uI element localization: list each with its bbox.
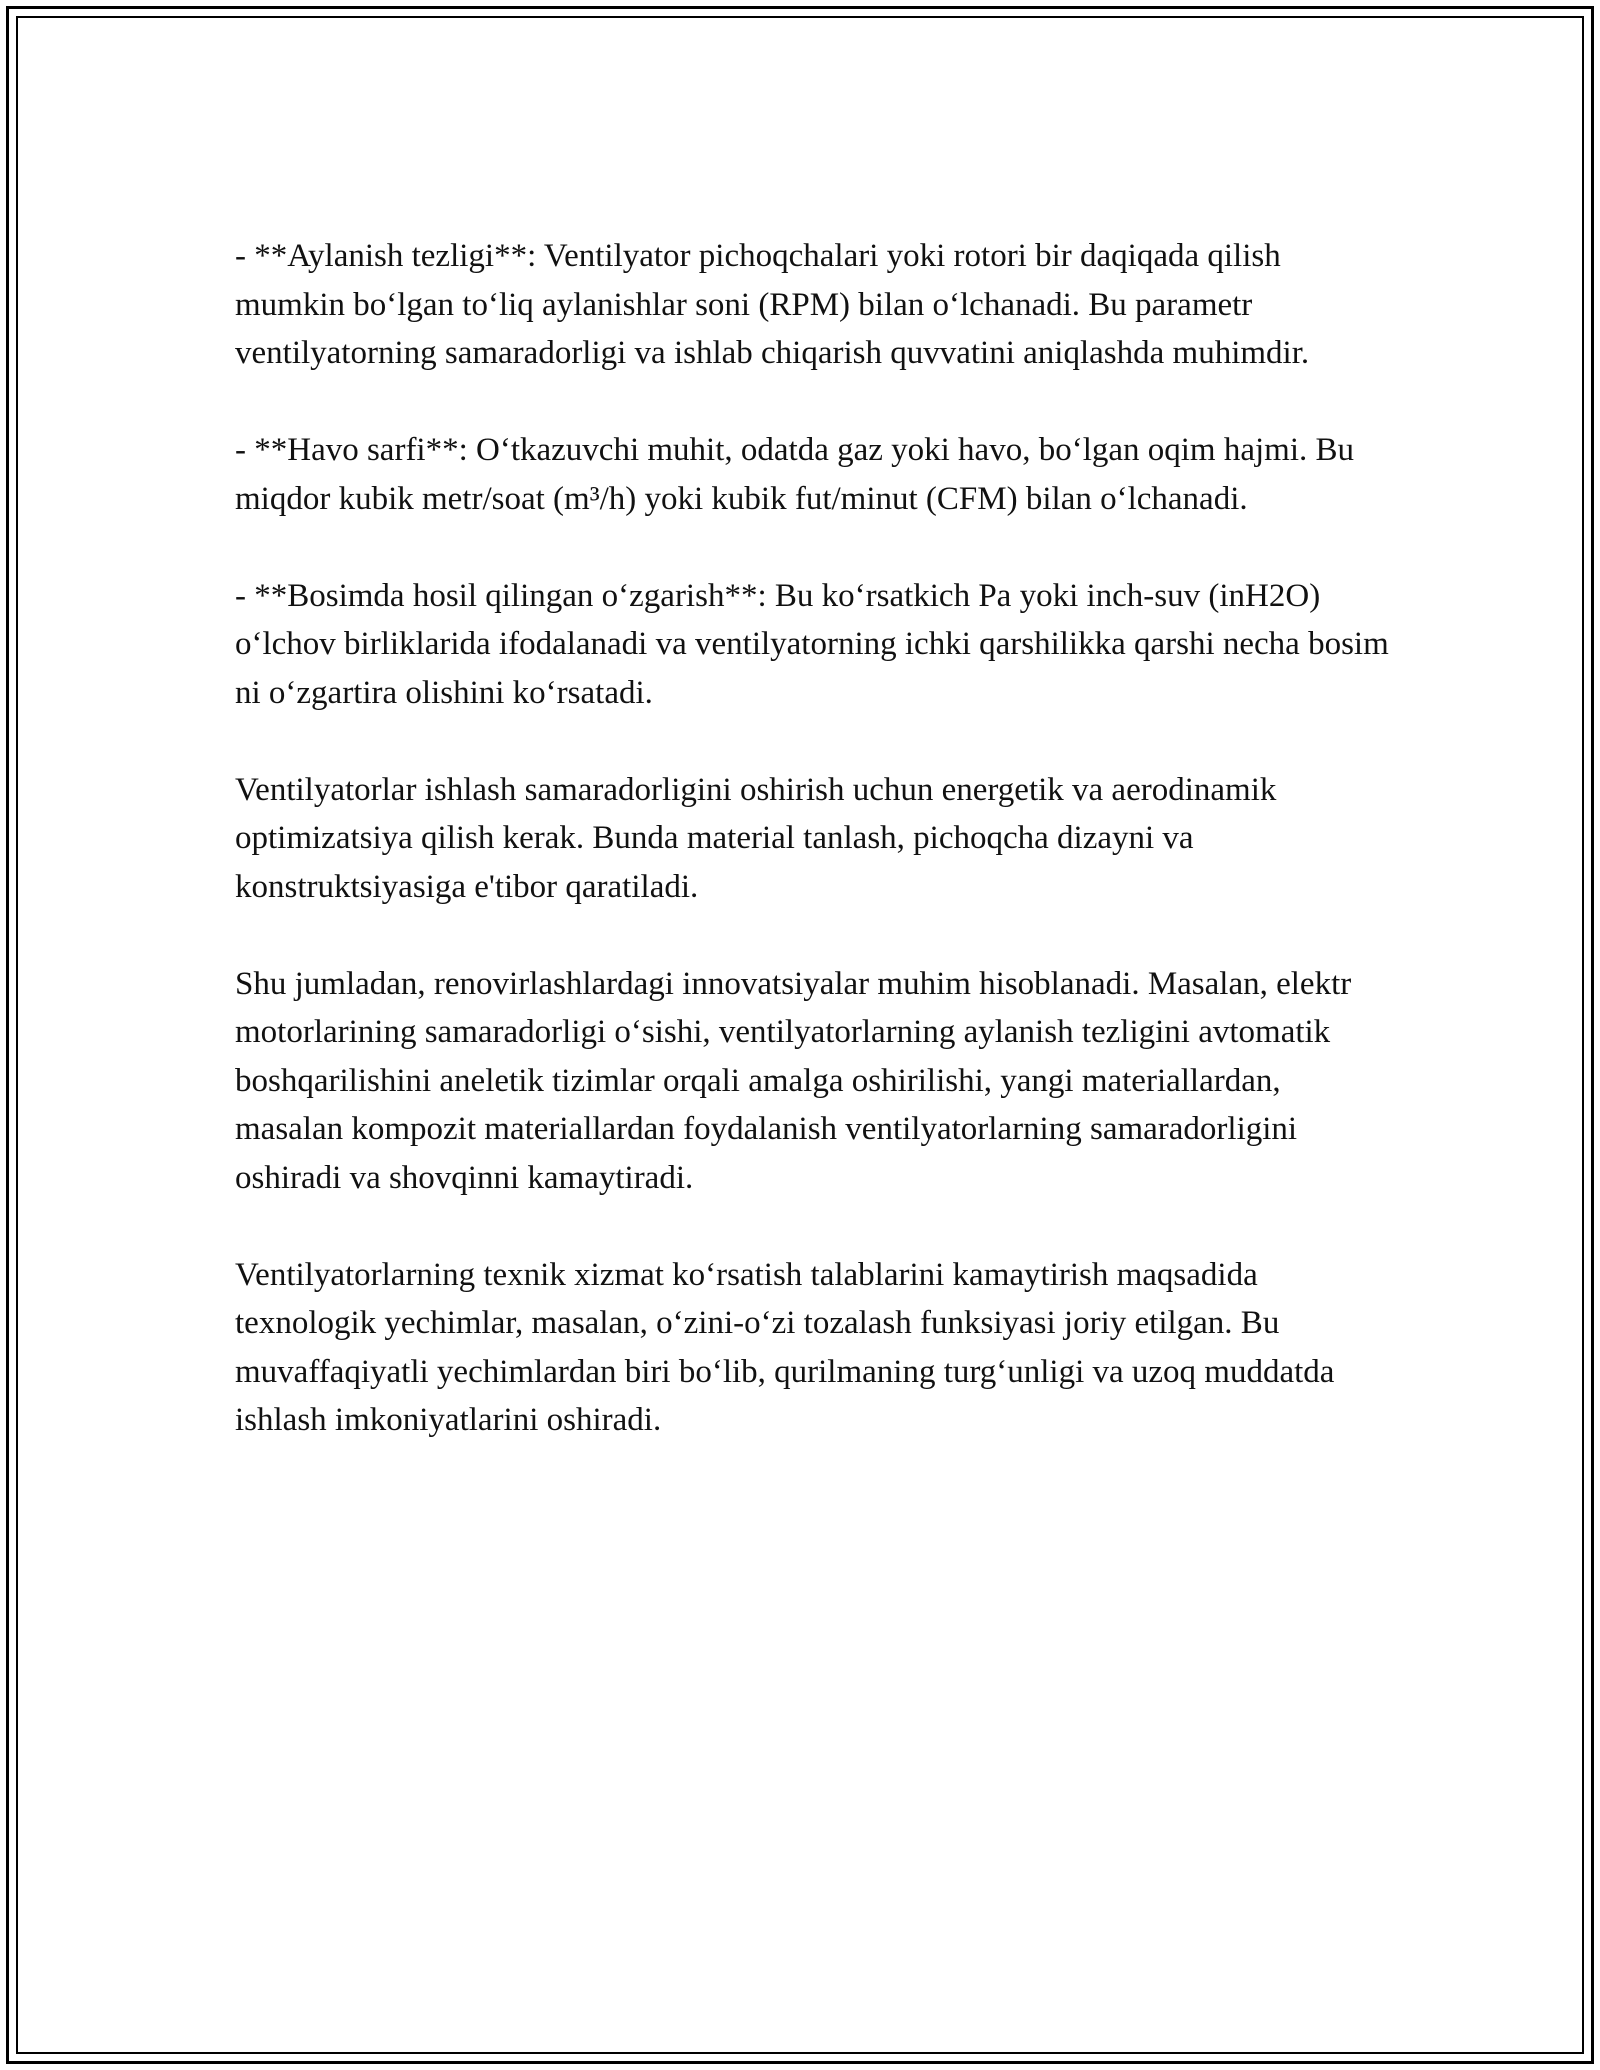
paragraph-rotation-speed: - **Aylanish tezligi**: Ventilyator pichoqchalari yoki rotori bir daqiqada qilish mumkin bo‘lgan to‘liq aylanishlar soni (RPM) bilan o‘lchanadi. Bu parametr ventilyatorning samaradorligi va ishlab chiqarish quvvatini aniqlashda muhimdir. (235, 238, 1310, 371)
paragraph-pressure-change: - **Bosimda hosil qilingan o‘zgarish**: Bu ko‘rsatkich Pa yoki inch-suv (inH2O) o‘lchov birliklarida ifodalanadi va ventilyatorning ichki qarshilikka qarshi necha bosim ni o‘zgartira olishini ko‘rsatadi. (235, 577, 1389, 711)
paragraph-innovations: Shu jumladan, renovirlashlardagi innovatsiyalar muhim hisoblanadi. Masalan, elektr motorlarining samaradorligi o‘sishi, ventilyatorlarning aylanish tezligini avtomatik boshqarilishini aneletik tizimlar orqali amalga oshirilishi, yangi materiallardan, masalan kompozit materiallardan foydalanish ventilyatorlarning samaradorligini oshiradi va shovqinni kamaytiradi. (235, 965, 1352, 1196)
paragraph-optimization: Ventilyatorlar ishlash samaradorligini oshirish uchun energetik va aerodinamik optimizatsiya qilish kerak. Bunda material tanlash, pichoqcha dizayni va konstruktsiyasiga e'tibor qaratiladi. (235, 771, 1277, 905)
paragraph-air-flow: - **Havo sarfi**: O‘tkazuvchi muhit, odatda gaz yoki havo, bo‘lgan oqim hajmi. Bu miqdor kubik metr/soat (m³/h) yoki kubik fut/minut (CFM) bilan o‘lchanadi. (235, 432, 1355, 517)
document-body (235, 232, 1395, 1493)
paragraph-maintenance: Ventilyatorlarning texnik xizmat ko‘rsatish talablarini kamaytirish maqsadida texnologik yechimlar, masalan, o‘zini-o‘zi tozalash funksiyasi joriy etilgan. Bu muvaffaqiyatli yechimlardan biri bo‘lib, qurilmaning turg‘unligi va uzoq muddatda ishlash imkoniyatlarini oshiradi. (235, 1256, 1335, 1438)
